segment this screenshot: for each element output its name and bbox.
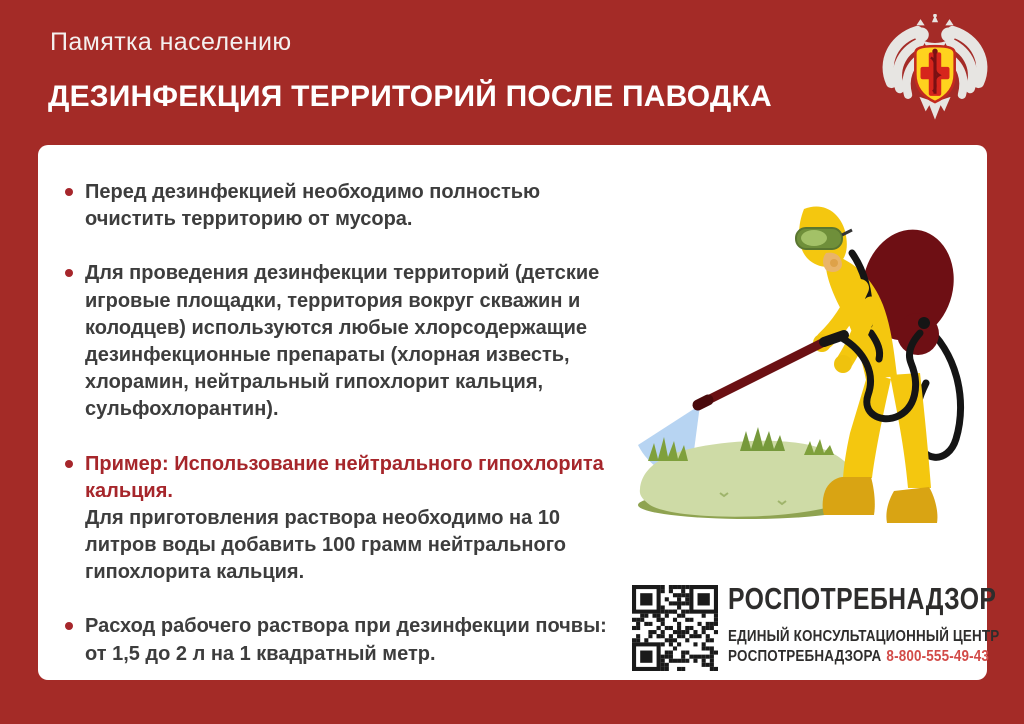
rospotrebnadzor-logo-block [728,581,1024,668]
bullet-item [65,260,640,423]
rospotrebnadzor-emblem-icon [878,14,992,130]
bullet-dot-icon [65,460,73,468]
consultation-center-line2: РОСПОТРЕБНАДЗОРА [728,648,882,666]
bullet-item [65,613,640,667]
phone-number: 8-800-555-49-43 [886,648,990,666]
bullet-lead-text: Пример: Использование нейтрального гипохлорита кальция. [85,452,604,502]
qr-code [632,585,718,671]
bullet-item [65,179,640,233]
glove [834,355,852,373]
bullet-text: Расход рабочего раствора при дезинфекции почвы: от 1,5 до 2 л на 1 квадратный метр. [85,615,607,665]
grass-tuft [740,427,785,451]
grass-tuft [804,439,834,455]
spray-wand [702,342,824,403]
bullet-item [65,451,640,587]
disinfection-worker-illustration [628,193,990,553]
rubber-boot [886,487,937,523]
bullet-dot-icon [65,188,73,196]
bullet-dot-icon [65,269,73,277]
consultation-center-line1: ЕДИНЫЙ КОНСУЛЬТАЦИОННЫЙ ЦЕНТР [728,628,1000,645]
header-kicker: Памятка населению [50,28,292,56]
org-name: РОСПОТРЕБНАДЗОР [728,581,997,616]
consultation-center-text [728,627,1000,668]
bullet-text [85,451,617,587]
content-card [38,145,1000,680]
bullet-text: Для проведения дезинфекции территорий (детские игровые площадки, территория вокруг скважин и колодцев) используются любые хлорсодержащие дезинфекционные препараты (хлорная известь, хлорамин, нейтральный гипохлорит кальция, сульфохлорантин). [85,262,600,421]
bullet-list [38,145,640,668]
bullet-dot-icon [65,622,73,630]
bullet-body-text: Для приготовления раствора необходимо на 10 литров воды добавить 100 грамм нейтрального гипохлорита кальция. [85,506,566,584]
page-title: ДЕЗИНФЕКЦИЯ ТЕРРИТОРИЙ ПОСЛЕ ПАВОДКА [48,80,772,113]
bullet-text: Перед дезинфекцией необходимо полностью очистить территорию от мусора. [85,181,541,231]
